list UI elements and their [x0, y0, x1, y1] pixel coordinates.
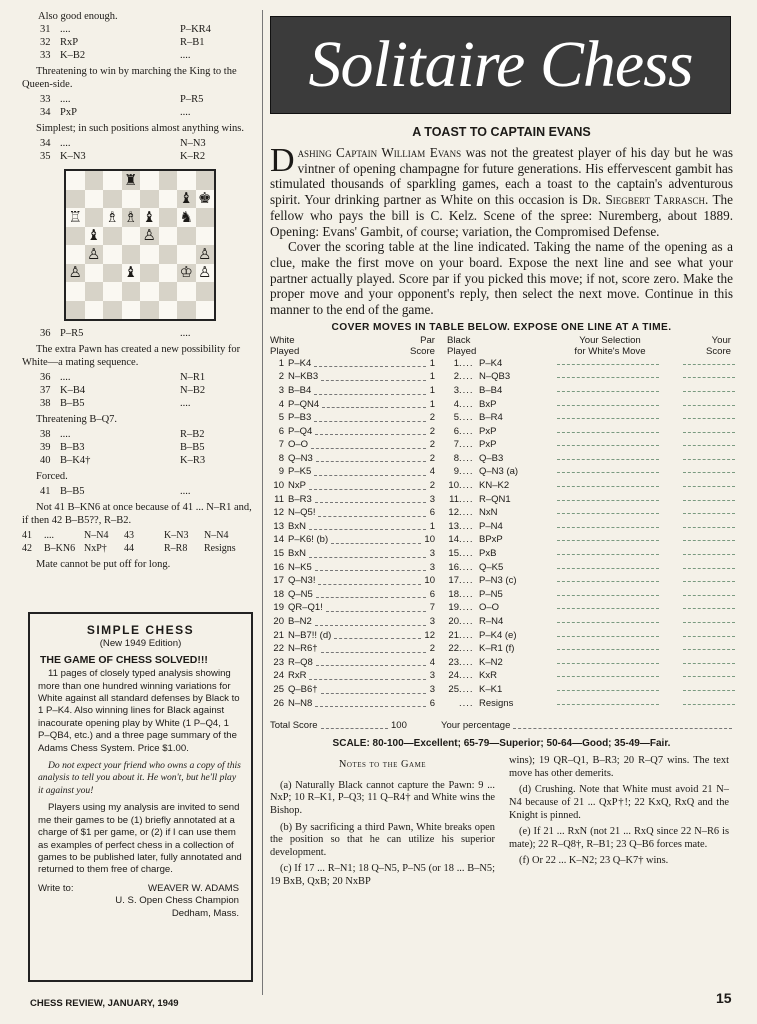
table-row: 15 BxN 3 15.... PxB: [270, 547, 733, 561]
chess-piece-icon: ♗: [105, 207, 119, 226]
table-row: 1 P–K4 1 1.... P–K4: [270, 357, 733, 371]
ad-para-2: Players using my analysis are invited to send me their games to be (1) briefly annotated at a charge of $1 per game, or (2) if I can use them as examples of perfect chess in a collection of games to be published later, fully annotated and returned to them free of charge.: [38, 802, 242, 876]
board-square: [66, 208, 85, 227]
ad-line-2: U. S. Open Chess Champion: [115, 895, 239, 907]
table-row: 21 N–B7!! (d) 12 21.... P–K4 (e): [270, 629, 733, 643]
your-score-blank: [665, 384, 735, 398]
note-e: (e) If 21 ... RxN (not 21 ... RxQ since 22 N–R6 is mate); 22 R–Q8†, R–B1; 23 Q–B6 forces mate.: [509, 826, 729, 850]
your-score-blank: [665, 656, 735, 670]
table-row: 6 P–Q4 2 6.... PxP: [270, 425, 733, 439]
board-square: [122, 301, 141, 320]
your-selection-blank: [555, 520, 665, 534]
moves-e: [22, 428, 254, 467]
note-good-enough: Also good enough.: [38, 11, 118, 22]
your-score-blank: [665, 465, 735, 479]
intro-paragraph-2: Cover the scoring table at the line indicated. Taking the name of the opening as a clue, make the first move on your board. Expose the next line and see what your partner actually played. Score par if you picked this move; if not, score zero. Make the proper move and your opponent's reply, then select the next move. Continue in this manner to the end of the game.: [270, 239, 733, 318]
table-row: 26 N–N8 6 .... Resigns: [270, 697, 733, 711]
chess-piece-icon: ♙: [198, 263, 212, 282]
your-selection-blank: [555, 465, 665, 479]
note-d: (d) Crushing. Note that White must avoid 21 N–N4 because of 21 ... QxP†!; 22 KxQ, RxQ and the Knight is pinned.: [509, 784, 729, 821]
board-square: [140, 208, 159, 227]
chess-piece-icon: ♞: [179, 207, 193, 226]
final-move-row: 42 B–KN6 NxP† 44 R–R8 Resigns: [22, 543, 236, 554]
final-moves: [22, 529, 254, 555]
move-36: 36 P–R5 ....: [40, 328, 191, 339]
footer-issue: CHESS REVIEW, JANUARY, 1949: [30, 998, 179, 1009]
board-square: [159, 245, 178, 264]
your-score-blank: [665, 411, 735, 425]
drop-cap: D: [270, 142, 295, 179]
your-selection-blank: [555, 561, 665, 575]
table-row: 13 BxN 1 13.... P–N4: [270, 520, 733, 534]
simple-chess-ad: [28, 612, 253, 982]
table-row: 24 RxR 3 24.... KxR: [270, 669, 733, 683]
score-scale: SCALE: 80-100—Excellent; 65-79—Superior; 50-64—Good; 35-49—Fair.: [332, 738, 671, 750]
board-square: [196, 245, 215, 264]
your-score-blank: [665, 533, 735, 547]
note-c-cont: wins); 19 QR–Q1, B–R3; 20 R–Q7 wins. The text move has other demerits.: [509, 755, 729, 779]
board-square: [196, 190, 215, 209]
note-forced: Forced.: [36, 471, 68, 482]
your-selection-blank: [555, 357, 665, 371]
board-square: [159, 227, 178, 246]
board-square: [177, 227, 196, 246]
ad-headline: THE GAME OF CHESS SOLVED!!!: [40, 653, 208, 666]
board-square: [103, 208, 122, 227]
board-square: [122, 227, 141, 246]
left-column: [22, 10, 254, 573]
board-square: [85, 190, 104, 209]
table-row: 9 P–K5 4 9.... Q–N3 (a): [270, 465, 733, 479]
moves-d: [22, 371, 254, 410]
your-selection-blank: [555, 697, 665, 711]
move-row: 38 B–B5 ....: [40, 398, 191, 409]
board-square: [140, 282, 159, 301]
article-intro: [270, 142, 733, 318]
chess-piece-icon: ♝: [124, 263, 138, 282]
table-header: White Played Par Score Black Played Your Selection for White's Move Your Score: [270, 334, 731, 357]
your-score-blank: [665, 697, 735, 711]
board-square: [140, 227, 159, 246]
board-square: [85, 282, 104, 301]
board-square: [66, 282, 85, 301]
note-b: (b) By sacrificing a third Pawn, White breaks open the position so that he can utilize his superior development.: [270, 821, 495, 858]
board-square: [66, 171, 85, 190]
final-move-row: 41 .... N–N4 43 K–N3 N–N4: [22, 530, 229, 541]
total-value: 100: [391, 720, 407, 732]
move-row: 31 .... P–KR4: [40, 24, 211, 35]
your-score-blank: [665, 479, 735, 493]
move-row: 40 B–K4† K–R3: [40, 455, 206, 466]
ad-italic: Do not expect your friend who owns a copy of this analysis to tell you about it. He won't, but he'll play it against you!: [38, 760, 241, 796]
your-selection-blank: [555, 629, 665, 643]
column-divider: [262, 10, 263, 995]
note-a: (a) Naturally Black cannot capture the Pawn: 9 ... NxP; 10 R–K1, P–Q3; 11 Q–R4† and White wins the Bishop.: [270, 779, 495, 816]
board-square: [196, 171, 215, 190]
board-square: [177, 171, 196, 190]
table-row: 5 P–B3 2 5.... B–R4: [270, 411, 733, 425]
moves-c: [22, 137, 254, 163]
your-selection-blank: [555, 438, 665, 452]
total-row: [270, 720, 733, 732]
notes-heading: Notes to the Game: [338, 759, 427, 771]
game-notes: [270, 753, 733, 892]
board-square: [103, 171, 122, 190]
chess-piece-icon: ♙: [198, 244, 212, 263]
note-simplest: Simplest; in such positions almost anything wins.: [36, 123, 244, 134]
board-square: [140, 171, 159, 190]
your-selection-blank: [555, 533, 665, 547]
your-score-blank: [665, 601, 735, 615]
your-selection-blank: [555, 452, 665, 466]
board-square: [103, 264, 122, 283]
board-square: [140, 190, 159, 209]
table-row: 10 NxP 2 10.... KN–K2: [270, 479, 733, 493]
your-selection-blank: [555, 547, 665, 561]
move-row: 33 K–B2 ....: [40, 50, 191, 61]
board-square: [85, 301, 104, 320]
your-selection-blank: [555, 493, 665, 507]
table-row: 2 N–KB3 1 2.... N–QB3: [270, 370, 733, 384]
ad-address: [38, 883, 243, 895]
table-row: 23 R–Q8 4 23.... K–N2: [270, 656, 733, 670]
board-square: [159, 190, 178, 209]
board-square: [103, 245, 122, 264]
table-row: 17 Q–N3! 10 17.... P–N3 (c): [270, 574, 733, 588]
cover-instruction: COVER MOVES IN TABLE BELOW. EXPOSE ONE LINE AT A TIME.: [331, 321, 672, 333]
table-row: 7 O–O 2 7.... PxP: [270, 438, 733, 452]
board-square: [140, 245, 159, 264]
move-row: 34 .... N–N3: [40, 138, 206, 149]
table-row: 14 P–K6! (b) 10 14.... BPxP: [270, 533, 733, 547]
board-square: [177, 245, 196, 264]
your-selection-blank: [555, 615, 665, 629]
board-square: [66, 245, 85, 264]
your-selection-blank: [555, 370, 665, 384]
move-row: 38 .... R–B2: [40, 429, 205, 440]
board-square: [122, 245, 141, 264]
board-square: [85, 227, 104, 246]
note-c: (c) If 17 ... R–N1; 18 Q–N5, P–N5 (or 18 ... B–N5; 19 BxB, QxB; 20 NxBP: [270, 863, 495, 887]
board-square: [177, 301, 196, 320]
board-square: [159, 301, 178, 320]
board-square: [196, 301, 215, 320]
your-score-blank: [665, 547, 735, 561]
your-score-blank: [665, 493, 735, 507]
board-square: [196, 227, 215, 246]
your-selection-blank: [555, 574, 665, 588]
board-square: [66, 264, 85, 283]
moves-b: [22, 93, 254, 119]
your-score-blank: [665, 452, 735, 466]
table-row: 20 B–N2 3 20.... R–N4: [270, 615, 733, 629]
board-square: [122, 208, 141, 227]
table-row: 12 N–Q5! 6 12.... NxN: [270, 506, 733, 520]
move-row: 41 B–B5 ....: [40, 486, 191, 497]
scoring-table: [270, 335, 733, 732]
board-square: [177, 282, 196, 301]
board-square: [122, 282, 141, 301]
your-selection-blank: [555, 384, 665, 398]
table-row: 3 B–B4 1 3.... B–B4: [270, 384, 733, 398]
your-selection-blank: [555, 411, 665, 425]
total-label: Total Score: [270, 720, 318, 732]
chess-piece-icon: ♙: [87, 244, 101, 263]
table-row: 4 P–QN4 1 4.... BxP: [270, 398, 733, 412]
chess-piece-icon: ♙: [68, 263, 82, 282]
masthead-title: Solitaire Chess: [308, 28, 693, 101]
board-square: [177, 264, 196, 283]
board-square: [159, 264, 178, 283]
your-score-blank: [665, 588, 735, 602]
moves-f: [22, 485, 254, 498]
your-score-blank: [665, 520, 735, 534]
your-score-blank: [665, 398, 735, 412]
board-square: [85, 208, 104, 227]
ad-write-to: Write to:: [38, 882, 74, 894]
move-row: 36 .... N–R1: [40, 372, 206, 383]
your-selection-blank: [555, 425, 665, 439]
board-square: [122, 171, 141, 190]
chess-piece-icon: ♖: [68, 207, 82, 226]
your-score-blank: [665, 574, 735, 588]
board-square: [196, 208, 215, 227]
moves-a: [22, 23, 254, 62]
board-square: [159, 171, 178, 190]
article-headline: A TOAST TO CAPTAIN EVANS: [412, 125, 591, 139]
note-not-41: Not 41 B–KN6 at once because of 41 ... N–R1 and, if then 42 B–B5??, R–B2.: [22, 502, 252, 526]
chess-piece-icon: ♝: [142, 207, 156, 226]
board-square: [103, 227, 122, 246]
board-square: [85, 264, 104, 283]
your-selection-blank: [555, 642, 665, 656]
your-score-blank: [665, 357, 735, 371]
board-square: [196, 282, 215, 301]
note-mate: Mate cannot be put off for long.: [36, 559, 171, 570]
note-threatening: Threatening to win by marching the King to the Queen-side.: [22, 66, 237, 90]
your-score-blank: [665, 669, 735, 683]
ad-edition: (New 1949 Edition): [99, 638, 182, 650]
chess-piece-icon: ♗: [124, 207, 138, 226]
board-square: [177, 190, 196, 209]
article: [270, 124, 733, 893]
chess-piece-icon: ♜: [124, 170, 138, 189]
board-square: [85, 245, 104, 264]
your-score-blank: [665, 642, 735, 656]
move-row: 34 PxP ....: [40, 107, 191, 118]
chess-piece-icon: ♚: [198, 189, 212, 208]
board-square: [66, 301, 85, 320]
move-row: 33 .... P–R5: [40, 94, 204, 105]
intro-paragraph-1: Dashing Captain William Evans was not the greatest player of his day but he was vintner of opening champagne for future generations. His effervescent gambit has stimulated thousands of sparkling games, each a toast to the captain's adventurous spirit. Your drinking partner as White on this occasion is Dr. Siegbert Tarrasch. The fellow who pays the bill is C. Kelz. Scene of the spree: Nuremberg, about 1889. Opening: Evans' Gambit, of course; variation, the Compromised Defense.: [270, 142, 733, 239]
move-row: 35 K–N3 K–R2: [40, 151, 206, 162]
chess-board-diagram: [64, 169, 216, 321]
board-square: [177, 208, 196, 227]
ad-line-3: Dedham, Mass.: [171, 907, 239, 919]
move-row: 32 RxP R–B1: [40, 37, 205, 48]
your-selection-blank: [555, 669, 665, 683]
your-score-blank: [665, 615, 735, 629]
your-selection-blank: [555, 398, 665, 412]
board-square: [122, 264, 141, 283]
note-extra-pawn: The extra Pawn has created a new possibility for White—a mating sequence.: [22, 344, 241, 368]
board-square: [103, 190, 122, 209]
your-selection-blank: [555, 588, 665, 602]
your-score-blank: [665, 425, 735, 439]
board-square: [66, 227, 85, 246]
board-square: [159, 208, 178, 227]
chess-piece-icon: ♔: [179, 263, 193, 282]
board-square: [140, 301, 159, 320]
table-row: 11 B–R3 3 11.... R–QN1: [270, 493, 733, 507]
chess-piece-icon: ♝: [179, 189, 193, 208]
your-score-blank: [665, 629, 735, 643]
your-score-blank: [665, 506, 735, 520]
move-row: 39 B–B3 B–B5: [40, 442, 205, 453]
percentage-label: Your percentage: [441, 720, 511, 732]
your-selection-blank: [555, 683, 665, 697]
note-f: (f) Or 22 ... K–N2; 23 Q–K7† wins.: [519, 855, 669, 867]
table-row: 16 N–K5 3 16.... Q–K5: [270, 561, 733, 575]
masthead-banner: [270, 16, 731, 114]
your-score-blank: [665, 683, 735, 697]
ad-name: WEAVER W. ADAMS: [148, 882, 239, 894]
board-square: [103, 301, 122, 320]
note-threat-bq7: Threatening B–Q7.: [36, 414, 118, 425]
your-score-blank: [665, 370, 735, 384]
your-selection-blank: [555, 506, 665, 520]
board-square: [140, 264, 159, 283]
ad-title: SIMPLE CHESS: [86, 623, 195, 637]
table-rows: [270, 357, 733, 710]
your-selection-blank: [555, 479, 665, 493]
board-square: [122, 190, 141, 209]
table-row: 18 Q–N5 6 18.... P–N5: [270, 588, 733, 602]
your-selection-blank: [555, 656, 665, 670]
table-row: 22 N–R6† 2 22.... K–R1 (f): [270, 642, 733, 656]
table-row: 19 QR–Q1! 7 19.... O–O: [270, 601, 733, 615]
board-square: [85, 171, 104, 190]
your-selection-blank: [555, 601, 665, 615]
your-score-blank: [665, 438, 735, 452]
your-score-blank: [665, 561, 735, 575]
chess-piece-icon: ♝: [87, 226, 101, 245]
board-square: [103, 282, 122, 301]
ad-para-1: 11 pages of closely typed analysis showing more than one hundred winning variations for White against all standard defenses by Black to 1 P–K4. Also winning lines for Black against inacourate opening play by White (1 P–Q4, 1 P–QB4, etc.) and a three page summary of the Adams Chess System. Price $1.00.: [38, 668, 240, 754]
board-square: [196, 264, 215, 283]
table-row: 8 Q–N3 2 8.... Q–B3: [270, 452, 733, 466]
move-row: 37 K–B4 N–B2: [40, 385, 206, 396]
page-number: 15: [716, 990, 732, 1006]
board-square: [66, 190, 85, 209]
table-row: 25 Q–B6† 3 25.... K–K1: [270, 683, 733, 697]
chess-piece-icon: ♙: [142, 226, 156, 245]
board-square: [159, 282, 178, 301]
